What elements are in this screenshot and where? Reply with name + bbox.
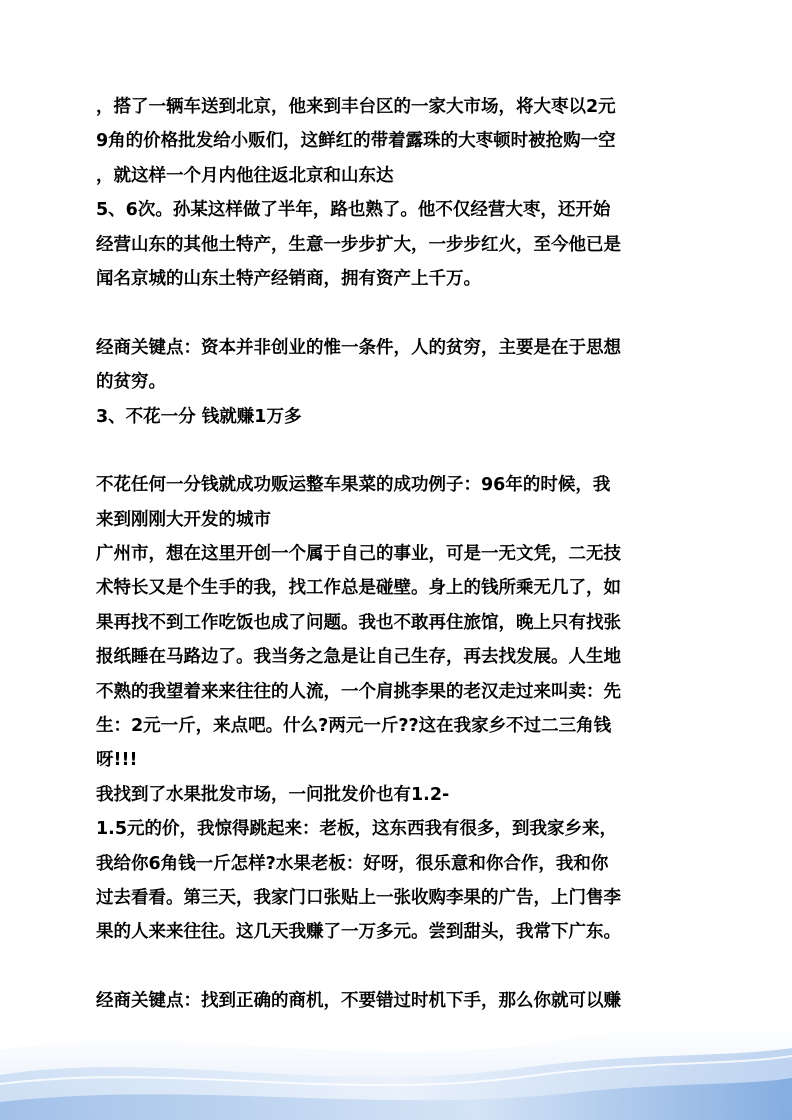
blank-line <box>96 296 706 330</box>
text-line: 果再找不到工作吃饭也成了问题。我也不敢再住旅馆，晚上只有找张 <box>96 612 621 633</box>
document-body <box>96 90 706 1019</box>
text-line: 5、6次。孙某这样做了半年，路也熟了。他不仅经营大枣，还开始 <box>96 200 611 221</box>
text-line: 闻名京城的山东土特产经销商，拥有资产上千万。 <box>96 268 481 289</box>
text-line: 广州市，想在这里开创一个属于自己的事业，可是一无文凭，二无技 <box>96 544 621 565</box>
text-line: 不花任何一分钱就成功贩运整车果菜的成功例子：96年的时候，我 <box>96 475 611 496</box>
text-line: ，搭了一辆车送到北京，他来到丰台区的一家大市场，将大枣以2元 <box>96 97 616 117</box>
text-line: 术特长又是个生手的我，找工作总是碰壁。身上的钱所乘无几了，如 <box>96 578 621 599</box>
blank-line <box>96 950 706 984</box>
text-line: 生：2元一斤，来点吧。什么?两元一斤??这在我家乡不过二三角钱 <box>96 716 612 737</box>
text-line: 过去看看。第三天，我家门口张贴上一张收购李果的广告，上门售李 <box>96 887 621 908</box>
key-point-line: 经商关键点：找到正确的商机，不要错过时机下手，那么你就可以赚 <box>96 991 621 1012</box>
text-line: 我给你6角钱一斤怎样?水果老板：好呀，很乐意和你合作，我和你 <box>96 853 609 874</box>
key-point-line: 经商关键点：资本并非创业的惟一条件，人的贫穷，主要是在于思想 <box>96 337 621 358</box>
text-line: 报纸睡在马路边了。我当务之急是让自己生存，再去找发展。人生地 <box>96 647 621 668</box>
text-line: 呀!!! <box>96 750 138 771</box>
section-heading: 3、不花一分 钱就赚1万多 <box>96 406 302 427</box>
text-line: 果的人来来往往。这几天我赚了一万多元。尝到甜头，我常下广东。 <box>96 922 621 943</box>
text-line: 不熟的我望着来来往往的人流，一个肩挑李果的老汉走过来叫卖：先 <box>96 681 621 702</box>
text-line: 来到刚刚大开发的城市 <box>96 509 271 530</box>
blank-line <box>96 434 706 468</box>
key-point-line: 的贫穷。 <box>96 372 166 393</box>
text-line: 1.5元的价，我惊得跳起来：老板，这东西我有很多，到我家乡来， <box>96 819 617 840</box>
text-line: 9角的价格批发给小贩们，这鲜红的带着露珠的大枣顿时被抢购一空 <box>96 131 616 152</box>
text-line: ，就这样一个月内他往返北京和山东达 <box>96 165 394 186</box>
text-line: 经营山东的其他土特产，生意一步步扩大，一步步红火，至今他已是 <box>96 234 621 255</box>
text-line: 我找到了水果批发市场，一问批发价也有1.2- <box>96 784 450 805</box>
